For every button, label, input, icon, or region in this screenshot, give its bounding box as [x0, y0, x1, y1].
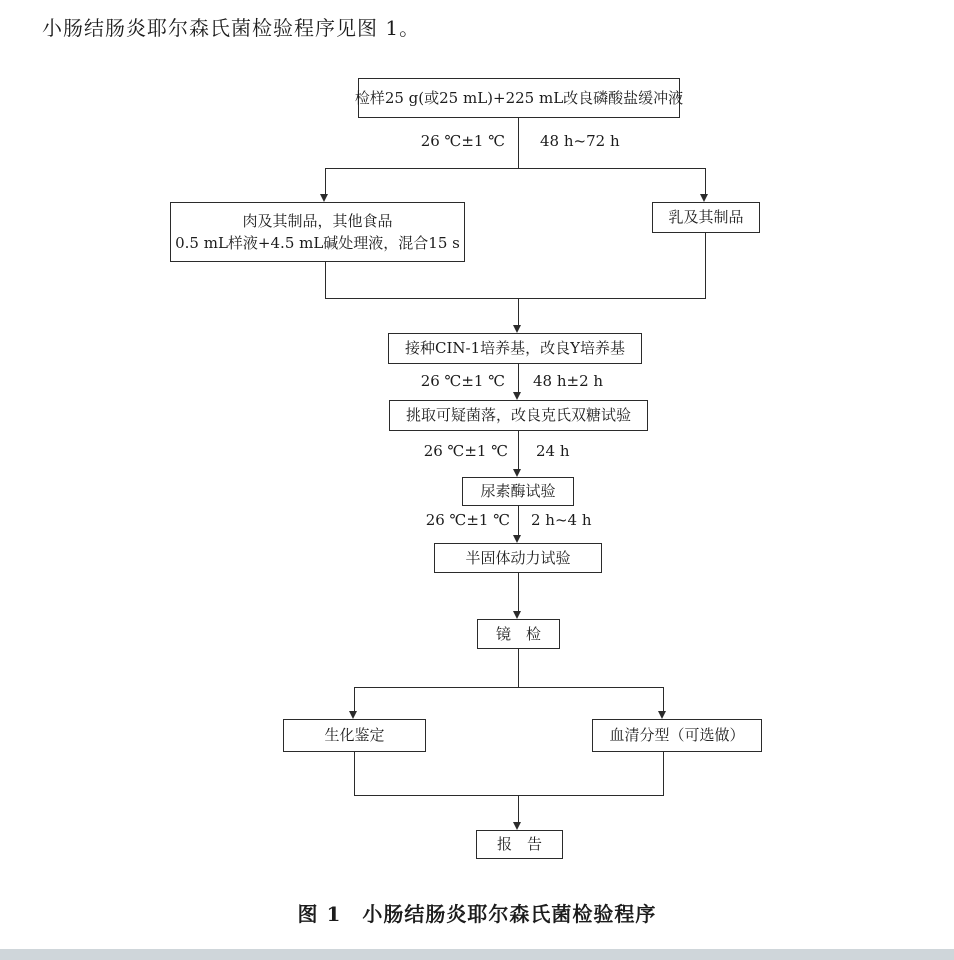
- label-temp-stage2: 26 ℃±1 ℃: [420, 372, 505, 390]
- intro-text: 小肠结肠炎耶尔森氏菌检验程序见图 1。: [42, 16, 421, 40]
- node-urease-test-label: 尿素酶试验: [480, 482, 556, 501]
- node-sample-prep: [354, 78, 684, 118]
- label-temp-stage3: 26 ℃±1 ℃: [423, 442, 508, 460]
- node-meat-products-line1: 肉及其制品，其他食品: [242, 211, 393, 230]
- node-serotyping: [592, 719, 762, 752]
- connector-to-pick: [518, 364, 519, 393]
- connector-meat-down: [325, 262, 326, 299]
- arrowhead-to-microscopy: [513, 611, 521, 619]
- connector-merge-bottom: [325, 298, 706, 299]
- connector-to-urease: [518, 431, 519, 470]
- label-time-stage2: 48 h±2 h: [533, 372, 604, 390]
- label-temp-stage1: 26 ℃±1 ℃: [420, 132, 505, 150]
- node-meat-products: [170, 202, 465, 262]
- node-motility-test-label: 半固体动力试验: [465, 548, 571, 567]
- connector-merge2-bottom: [354, 795, 664, 796]
- connector-to-microscopy: [518, 573, 519, 612]
- node-microscopy: [477, 619, 560, 649]
- arrowhead-to-serotype: [658, 711, 666, 719]
- node-milk-products-label: 乳及其制品: [668, 208, 744, 227]
- connector-sample-down: [518, 118, 519, 168]
- node-biochemistry: [283, 719, 426, 752]
- page-bottom-edge: [0, 949, 954, 960]
- label-time-stage4: 2 h~4 h: [531, 511, 592, 529]
- arrowhead-to-pick: [513, 392, 521, 400]
- connector-branch-top: [325, 168, 706, 169]
- arrowhead-to-inoculate: [513, 325, 521, 333]
- arrowhead-to-motility: [513, 535, 521, 543]
- connector-to-meat: [325, 168, 326, 195]
- node-pick-colony-label: 挑取可疑菌落，改良克氏双糖试验: [405, 406, 631, 425]
- connector-to-biochem: [354, 687, 355, 712]
- connector-milk-down: [705, 233, 706, 299]
- node-motility-test: [434, 543, 602, 573]
- connector-serotype-down: [663, 752, 664, 795]
- node-urease-test: [462, 477, 574, 506]
- node-report: [476, 830, 563, 859]
- node-meat-products-line2: 0.5 mL样液+4.5 mL碱处理液，混合15 s: [175, 234, 460, 252]
- label-temp-stage4: 26 ℃±1 ℃: [425, 511, 510, 529]
- label-time-stage1: 48 h~72 h: [540, 132, 620, 150]
- node-sample-prep-label: 检样25 g(或25 mL)+225 mL改良磷酸盐缓冲液: [354, 88, 684, 107]
- arrowhead-to-milk: [700, 194, 708, 202]
- arrowhead-to-report: [513, 822, 521, 830]
- label-time-stage3: 24 h: [536, 442, 570, 460]
- arrowhead-to-urease: [513, 469, 521, 477]
- connector-to-serotype: [663, 687, 664, 712]
- connector-to-report: [518, 795, 519, 823]
- arrowhead-to-biochem: [349, 711, 357, 719]
- node-microscopy-label: 镜 检: [495, 624, 541, 643]
- connector-biochem-down: [354, 752, 355, 795]
- node-biochemistry-label: 生化鉴定: [324, 726, 385, 745]
- node-serotyping-label: 血清分型（可选做）: [609, 726, 745, 745]
- connector-to-inoculate: [518, 298, 519, 326]
- connector-branch2-top: [354, 687, 664, 688]
- connector-microscopy-down: [518, 649, 519, 687]
- connector-to-motility: [518, 506, 519, 536]
- figure-caption: 图 1 小肠结肠炎耶尔森氏菌检验程序: [297, 902, 657, 926]
- connector-to-milk: [705, 168, 706, 195]
- node-report-label: 报 告: [496, 835, 542, 854]
- node-milk-products: [652, 202, 760, 233]
- node-inoculate-media-label: 接种CIN-1培养基，改良Y培养基: [404, 339, 626, 358]
- arrowhead-to-meat: [320, 194, 328, 202]
- node-inoculate-media: [388, 333, 642, 364]
- node-pick-colony: [389, 400, 648, 431]
